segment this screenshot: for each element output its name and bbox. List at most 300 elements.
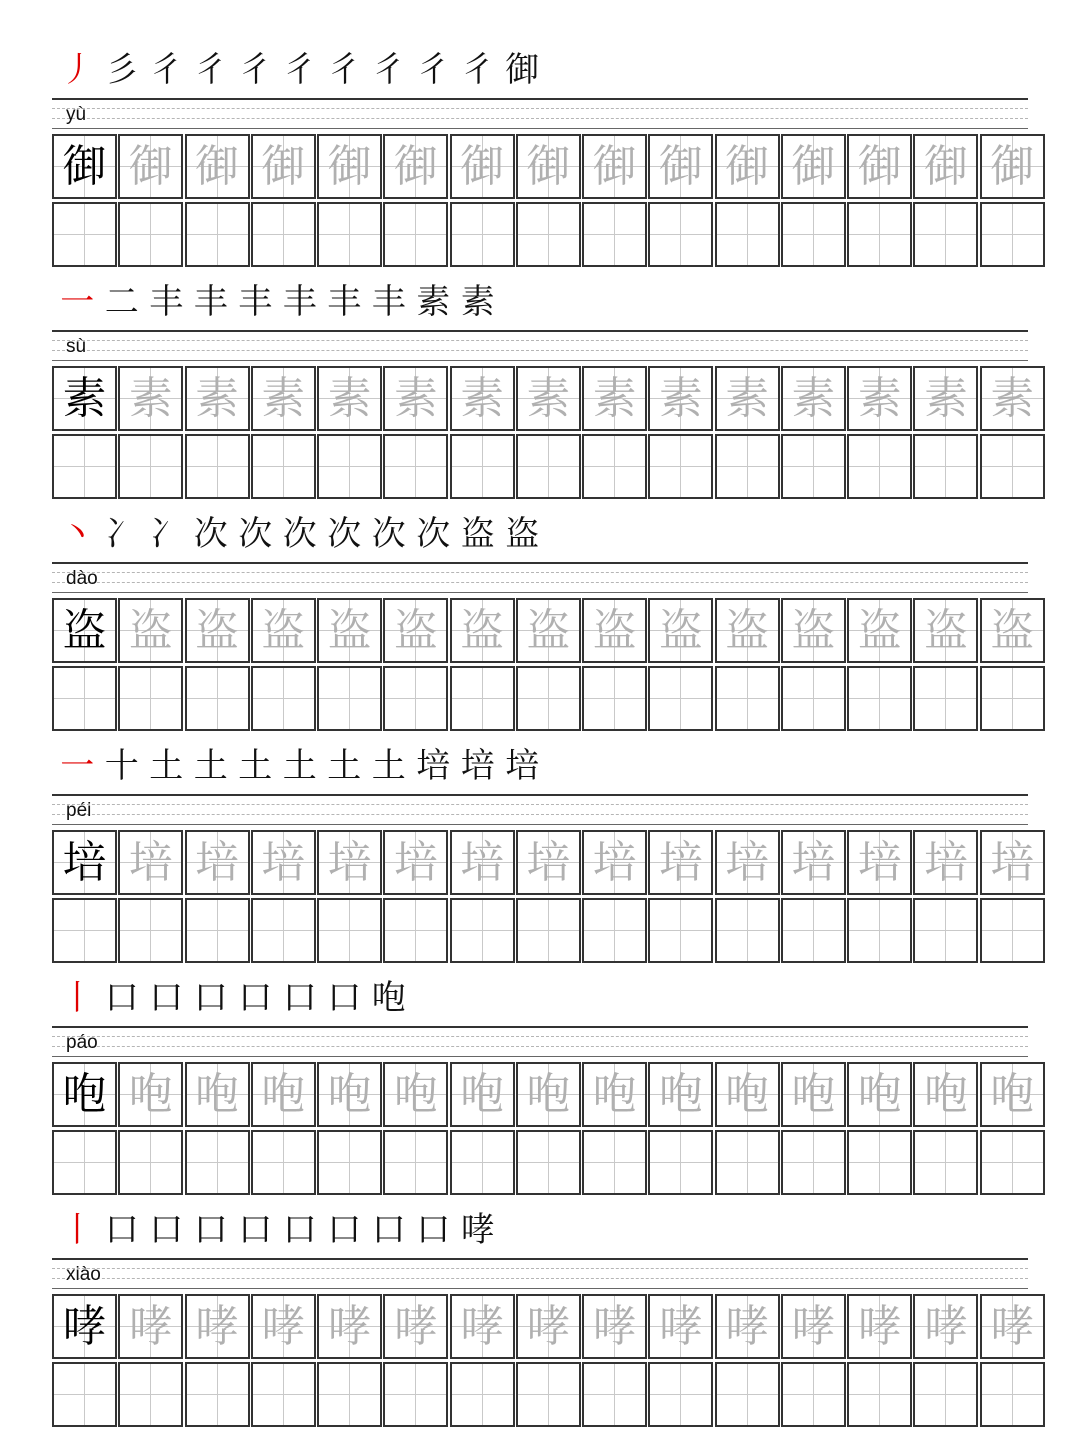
tracing-cell[interactable]: [118, 134, 183, 199]
trace-character: 盗: [526, 605, 571, 656]
trace-character: 御: [791, 141, 836, 192]
model-character: 哮: [62, 1301, 107, 1352]
trace-character: 哮: [327, 1301, 372, 1352]
tracing-cell[interactable]: [648, 830, 713, 895]
tracing-cell[interactable]: [251, 366, 316, 431]
stroke-step: 咆: [371, 978, 406, 1018]
model-character-cell: [52, 830, 117, 895]
trace-character: 御: [857, 141, 902, 192]
stroke-step: 土: [327, 746, 362, 786]
tracing-cell[interactable]: [781, 134, 846, 199]
pinyin-guide-line: [52, 108, 1028, 109]
blank-practice-cell[interactable]: [450, 1362, 515, 1427]
tracing-cell[interactable]: [251, 134, 316, 199]
stroke-step: 彳: [327, 50, 362, 90]
trace-character: 盗: [327, 605, 372, 656]
tracing-cell[interactable]: [913, 1294, 978, 1359]
trace-character: 御: [990, 141, 1035, 192]
tracing-cell[interactable]: [781, 598, 846, 663]
tracing-cell[interactable]: [185, 134, 250, 199]
trace-character: 咆: [990, 1069, 1035, 1120]
trace-character: 盗: [460, 605, 505, 656]
trace-character: 盗: [990, 605, 1035, 656]
stroke-step: 口: [104, 1210, 139, 1250]
stroke-step: 冫: [104, 514, 139, 554]
tracing-cell[interactable]: [185, 830, 250, 895]
tracing-cell[interactable]: [648, 1062, 713, 1127]
stroke-step: 丰: [282, 282, 317, 322]
stroke-step: 丶: [60, 514, 95, 554]
trace-character: 培: [857, 837, 902, 888]
trace-character: 哮: [195, 1301, 240, 1352]
trace-character: 御: [658, 141, 703, 192]
stroke-step: 彳: [371, 50, 406, 90]
stroke-step: 彳: [282, 50, 317, 90]
pinyin-label: péi: [66, 800, 92, 821]
trace-character: 咆: [128, 1069, 173, 1120]
tracing-cell[interactable]: [516, 1062, 581, 1127]
tracing-cell[interactable]: [715, 366, 780, 431]
stroke-step: 口: [104, 978, 139, 1018]
trace-character: 素: [460, 373, 505, 424]
tracing-cell[interactable]: [317, 598, 382, 663]
stroke-step: 口: [282, 1210, 317, 1250]
character-section: [0, 232, 1080, 464]
trace-character: 盗: [658, 605, 703, 656]
trace-character: 培: [990, 837, 1035, 888]
model-character: 素: [62, 373, 107, 424]
tracing-cell[interactable]: [317, 1062, 382, 1127]
trace-character: 培: [128, 837, 173, 888]
stroke-step: 口: [193, 978, 228, 1018]
stroke-step: 彳: [460, 50, 495, 90]
pinyin-guide-line: [52, 350, 1028, 351]
trace-character: 盗: [195, 605, 240, 656]
tracing-cell[interactable]: [185, 598, 250, 663]
trace-character: 培: [393, 837, 438, 888]
tracing-cell[interactable]: [781, 830, 846, 895]
stroke-step: 丰: [327, 282, 362, 322]
stroke-order-row: [55, 510, 545, 558]
trace-character: 培: [791, 837, 836, 888]
trace-character: 哮: [857, 1301, 902, 1352]
tracing-cell[interactable]: [118, 598, 183, 663]
tracing-cell[interactable]: [251, 830, 316, 895]
character-section: [0, 928, 1080, 1160]
tracing-cell[interactable]: [781, 1062, 846, 1127]
pinyin-label: yù: [66, 104, 87, 125]
blank-practice-cell[interactable]: [582, 1362, 647, 1427]
stroke-step: 次: [371, 514, 406, 554]
tracing-cell[interactable]: [185, 366, 250, 431]
pinyin-label: sù: [66, 336, 87, 357]
character-section: [0, 1160, 1080, 1392]
trace-character: 御: [923, 141, 968, 192]
trace-character: 哮: [592, 1301, 637, 1352]
stroke-step: 丰: [371, 282, 406, 322]
trace-character: 御: [393, 141, 438, 192]
tracing-cell[interactable]: [185, 1294, 250, 1359]
stroke-step: 哮: [460, 1210, 495, 1250]
trace-character: 哮: [460, 1301, 505, 1352]
trace-character: 盗: [128, 605, 173, 656]
blank-practice-cell[interactable]: [185, 1362, 250, 1427]
tracing-cell[interactable]: [317, 366, 382, 431]
trace-character: 哮: [923, 1301, 968, 1352]
stroke-step: 次: [416, 514, 451, 554]
trace-character: 哮: [990, 1301, 1035, 1352]
trace-character: 御: [195, 141, 240, 192]
stroke-step: 口: [149, 1210, 184, 1250]
trace-character: 咆: [195, 1069, 240, 1120]
pinyin-guide-line: [52, 98, 1028, 100]
trace-character: 御: [592, 141, 637, 192]
tracing-cell[interactable]: [847, 830, 912, 895]
tracing-cell[interactable]: [450, 134, 515, 199]
stroke-step: 丨: [60, 978, 95, 1018]
trace-character: 咆: [725, 1069, 770, 1120]
stroke-order-row: [55, 742, 545, 790]
trace-character: 素: [990, 373, 1035, 424]
trace-character: 素: [261, 373, 306, 424]
trace-character: 咆: [857, 1069, 902, 1120]
trace-character: 御: [261, 141, 306, 192]
blank-practice-cell[interactable]: [516, 1362, 581, 1427]
model-character-cell: [52, 366, 117, 431]
tracing-cell[interactable]: [383, 134, 448, 199]
stroke-step: 次: [193, 514, 228, 554]
tracing-cell[interactable]: [913, 830, 978, 895]
tracing-cell[interactable]: [450, 1062, 515, 1127]
trace-character: 素: [923, 373, 968, 424]
pinyin-guide-line: [52, 824, 1028, 825]
tracing-row: [52, 366, 1045, 431]
tracing-cell[interactable]: [913, 598, 978, 663]
stroke-step: 口: [327, 978, 362, 1018]
stroke-step: 彡: [104, 50, 139, 90]
pinyin-guide-line: [52, 360, 1028, 361]
trace-character: 咆: [791, 1069, 836, 1120]
stroke-step: 冫: [149, 514, 184, 554]
tracing-cell[interactable]: [582, 366, 647, 431]
tracing-cell[interactable]: [781, 366, 846, 431]
tracing-cell[interactable]: [847, 366, 912, 431]
blank-practice-cell[interactable]: [980, 1362, 1045, 1427]
stroke-step: 培: [505, 746, 540, 786]
pinyin-guide-line: [52, 1268, 1028, 1269]
stroke-step: 丰: [238, 282, 273, 322]
blank-practice-cell[interactable]: [715, 1362, 780, 1427]
stroke-step: 次: [238, 514, 273, 554]
pinyin-guide-line: [52, 118, 1028, 119]
blank-practice-cell[interactable]: [648, 1362, 713, 1427]
pinyin-guide-line: [52, 1288, 1028, 1289]
trace-character: 御: [460, 141, 505, 192]
stroke-step: 彳: [238, 50, 273, 90]
blank-practice-cell[interactable]: [317, 1362, 382, 1427]
tracing-cell[interactable]: [715, 830, 780, 895]
blank-practice-cell[interactable]: [118, 1362, 183, 1427]
model-character: 御: [62, 141, 107, 192]
stroke-order-row: [55, 974, 411, 1022]
pinyin-guide-line: [52, 562, 1028, 564]
trace-character: 哮: [393, 1301, 438, 1352]
pinyin-guide-line: [52, 582, 1028, 583]
tracing-cell[interactable]: [516, 598, 581, 663]
model-character-cell: [52, 1062, 117, 1127]
tracing-cell[interactable]: [913, 1062, 978, 1127]
stroke-step: 彳: [149, 50, 184, 90]
stroke-step: 一: [60, 282, 95, 322]
pinyin-guide-line: [52, 572, 1028, 573]
tracing-cell[interactable]: [847, 134, 912, 199]
tracing-row: [52, 1294, 1045, 1359]
trace-character: 咆: [393, 1069, 438, 1120]
stroke-step: 丿: [60, 50, 95, 90]
tracing-cell[interactable]: [118, 1294, 183, 1359]
stroke-step: 口: [371, 1210, 406, 1250]
trace-character: 素: [327, 373, 372, 424]
trace-character: 御: [128, 141, 173, 192]
pinyin-guide-line: [52, 128, 1028, 129]
tracing-cell[interactable]: [516, 830, 581, 895]
character-section: [0, 0, 1080, 232]
tracing-cell[interactable]: [648, 134, 713, 199]
tracing-cell[interactable]: [715, 1062, 780, 1127]
trace-character: 素: [393, 373, 438, 424]
pinyin-guide-line: [52, 1258, 1028, 1260]
tracing-cell[interactable]: [582, 1062, 647, 1127]
stroke-step: 丰: [149, 282, 184, 322]
stroke-step: 土: [193, 746, 228, 786]
trace-character: 素: [128, 373, 173, 424]
stroke-step: 口: [238, 978, 273, 1018]
tracing-cell[interactable]: [516, 1294, 581, 1359]
pinyin-label: dào: [66, 568, 98, 589]
trace-character: 哮: [261, 1301, 306, 1352]
tracing-cell[interactable]: [118, 366, 183, 431]
stroke-order-row: [55, 46, 545, 94]
trace-character: 咆: [261, 1069, 306, 1120]
tracing-cell[interactable]: [648, 366, 713, 431]
tracing-row: [52, 1062, 1045, 1127]
blank-practice-cell[interactable]: [781, 1362, 846, 1427]
stroke-step: 御: [505, 50, 540, 90]
tracing-cell[interactable]: [450, 830, 515, 895]
blank-practice-cell[interactable]: [913, 1362, 978, 1427]
trace-character: 咆: [327, 1069, 372, 1120]
trace-character: 培: [658, 837, 703, 888]
stroke-order-row: [55, 1206, 500, 1254]
model-character-cell: [52, 598, 117, 663]
tracing-row: [52, 830, 1045, 895]
pinyin-guide-line: [52, 1056, 1028, 1057]
stroke-step: 土: [282, 746, 317, 786]
stroke-order-row: [55, 278, 500, 326]
tracing-cell[interactable]: [913, 366, 978, 431]
model-character: 咆: [62, 1069, 107, 1120]
trace-character: 素: [658, 373, 703, 424]
stroke-step: 口: [193, 1210, 228, 1250]
trace-character: 御: [526, 141, 571, 192]
pinyin-guide-line: [52, 794, 1028, 796]
tracing-cell[interactable]: [251, 598, 316, 663]
trace-character: 素: [592, 373, 637, 424]
pinyin-label: xiào: [66, 1264, 101, 1285]
trace-character: 素: [791, 373, 836, 424]
trace-character: 哮: [526, 1301, 571, 1352]
trace-character: 盗: [261, 605, 306, 656]
tracing-cell[interactable]: [251, 1062, 316, 1127]
blank-practice-cell[interactable]: [383, 1362, 448, 1427]
tracing-cell[interactable]: [847, 598, 912, 663]
character-section: [0, 464, 1080, 696]
blank-practice-cell[interactable]: [52, 1362, 117, 1427]
tracing-cell[interactable]: [847, 1062, 912, 1127]
trace-character: 培: [261, 837, 306, 888]
stroke-step: 十: [104, 746, 139, 786]
stroke-step: 丨: [60, 1210, 95, 1250]
trace-character: 素: [195, 373, 240, 424]
tracing-cell[interactable]: [516, 366, 581, 431]
model-character-cell: [52, 134, 117, 199]
stroke-step: 素: [460, 282, 495, 322]
stroke-step: 口: [416, 1210, 451, 1250]
trace-character: 御: [725, 141, 770, 192]
blank-practice-cell[interactable]: [251, 1362, 316, 1427]
pinyin-guide-line: [52, 1046, 1028, 1047]
stroke-step: 丰: [193, 282, 228, 322]
tracing-cell[interactable]: [648, 1294, 713, 1359]
trace-character: 咆: [592, 1069, 637, 1120]
tracing-cell[interactable]: [383, 1294, 448, 1359]
stroke-step: 次: [282, 514, 317, 554]
tracing-cell[interactable]: [582, 598, 647, 663]
tracing-cell[interactable]: [913, 134, 978, 199]
tracing-cell[interactable]: [847, 1294, 912, 1359]
stroke-step: 培: [416, 746, 451, 786]
trace-character: 哮: [725, 1301, 770, 1352]
trace-character: 培: [526, 837, 571, 888]
tracing-cell[interactable]: [450, 366, 515, 431]
blank-practice-cell[interactable]: [847, 1362, 912, 1427]
pinyin-guide-line: [52, 1278, 1028, 1279]
stroke-step: 土: [371, 746, 406, 786]
trace-character: 盗: [923, 605, 968, 656]
stroke-step: 素: [416, 282, 451, 322]
trace-character: 哮: [658, 1301, 703, 1352]
tracing-cell[interactable]: [317, 1294, 382, 1359]
stroke-step: 口: [282, 978, 317, 1018]
trace-character: 素: [526, 373, 571, 424]
tracing-cell[interactable]: [715, 1294, 780, 1359]
tracing-cell[interactable]: [980, 830, 1045, 895]
trace-character: 培: [923, 837, 968, 888]
pinyin-guide-line: [52, 1036, 1028, 1037]
tracing-cell[interactable]: [980, 1062, 1045, 1127]
tracing-cell[interactable]: [118, 830, 183, 895]
tracing-cell[interactable]: [980, 598, 1045, 663]
blank-practice-row: [52, 1362, 1045, 1427]
trace-character: 咆: [526, 1069, 571, 1120]
trace-character: 培: [592, 837, 637, 888]
trace-character: 哮: [791, 1301, 836, 1352]
tracing-cell[interactable]: [582, 134, 647, 199]
trace-character: 培: [195, 837, 240, 888]
tracing-cell[interactable]: [118, 1062, 183, 1127]
stroke-step: 口: [327, 1210, 362, 1250]
tracing-row: [52, 134, 1045, 199]
tracing-cell[interactable]: [317, 830, 382, 895]
trace-character: 盗: [791, 605, 836, 656]
pinyin-guide-line: [52, 814, 1028, 815]
stroke-step: 盗: [505, 514, 540, 554]
trace-character: 培: [327, 837, 372, 888]
pinyin-label: páo: [66, 1032, 98, 1053]
trace-character: 哮: [128, 1301, 173, 1352]
stroke-step: 土: [149, 746, 184, 786]
trace-character: 咆: [658, 1069, 703, 1120]
trace-character: 盗: [592, 605, 637, 656]
tracing-cell[interactable]: [980, 366, 1045, 431]
tracing-cell[interactable]: [383, 366, 448, 431]
tracing-cell[interactable]: [980, 1294, 1045, 1359]
stroke-step: 二: [104, 282, 139, 322]
tracing-cell[interactable]: [251, 1294, 316, 1359]
trace-character: 素: [857, 373, 902, 424]
trace-character: 盗: [857, 605, 902, 656]
stroke-step: 次: [327, 514, 362, 554]
stroke-step: 彳: [193, 50, 228, 90]
tracing-cell[interactable]: [450, 598, 515, 663]
tracing-cell[interactable]: [317, 134, 382, 199]
trace-character: 咆: [460, 1069, 505, 1120]
tracing-cell[interactable]: [582, 1294, 647, 1359]
tracing-cell[interactable]: [450, 1294, 515, 1359]
stroke-step: 土: [238, 746, 273, 786]
stroke-step: 口: [238, 1210, 273, 1250]
stroke-step: 口: [149, 978, 184, 1018]
tracing-cell[interactable]: [383, 830, 448, 895]
pinyin-guide-line: [52, 592, 1028, 593]
tracing-cell[interactable]: [781, 1294, 846, 1359]
pinyin-guide-line: [52, 1026, 1028, 1028]
pinyin-guide-line: [52, 340, 1028, 341]
trace-character: 咆: [923, 1069, 968, 1120]
pinyin-guide-line: [52, 804, 1028, 805]
trace-character: 素: [725, 373, 770, 424]
stroke-step: 盗: [460, 514, 495, 554]
tracing-row: [52, 598, 1045, 663]
tracing-cell[interactable]: [516, 134, 581, 199]
tracing-cell[interactable]: [582, 830, 647, 895]
tracing-cell[interactable]: [383, 598, 448, 663]
tracing-cell[interactable]: [980, 134, 1045, 199]
trace-character: 盗: [393, 605, 438, 656]
tracing-cell[interactable]: [383, 1062, 448, 1127]
tracing-cell[interactable]: [185, 1062, 250, 1127]
tracing-cell[interactable]: [648, 598, 713, 663]
character-section: [0, 696, 1080, 928]
model-character: 盗: [62, 605, 107, 656]
model-character: 培: [62, 837, 107, 888]
trace-character: 御: [327, 141, 372, 192]
trace-character: 培: [725, 837, 770, 888]
stroke-step: 一: [60, 746, 95, 786]
tracing-cell[interactable]: [715, 134, 780, 199]
tracing-cell[interactable]: [715, 598, 780, 663]
model-character-cell: [52, 1294, 117, 1359]
